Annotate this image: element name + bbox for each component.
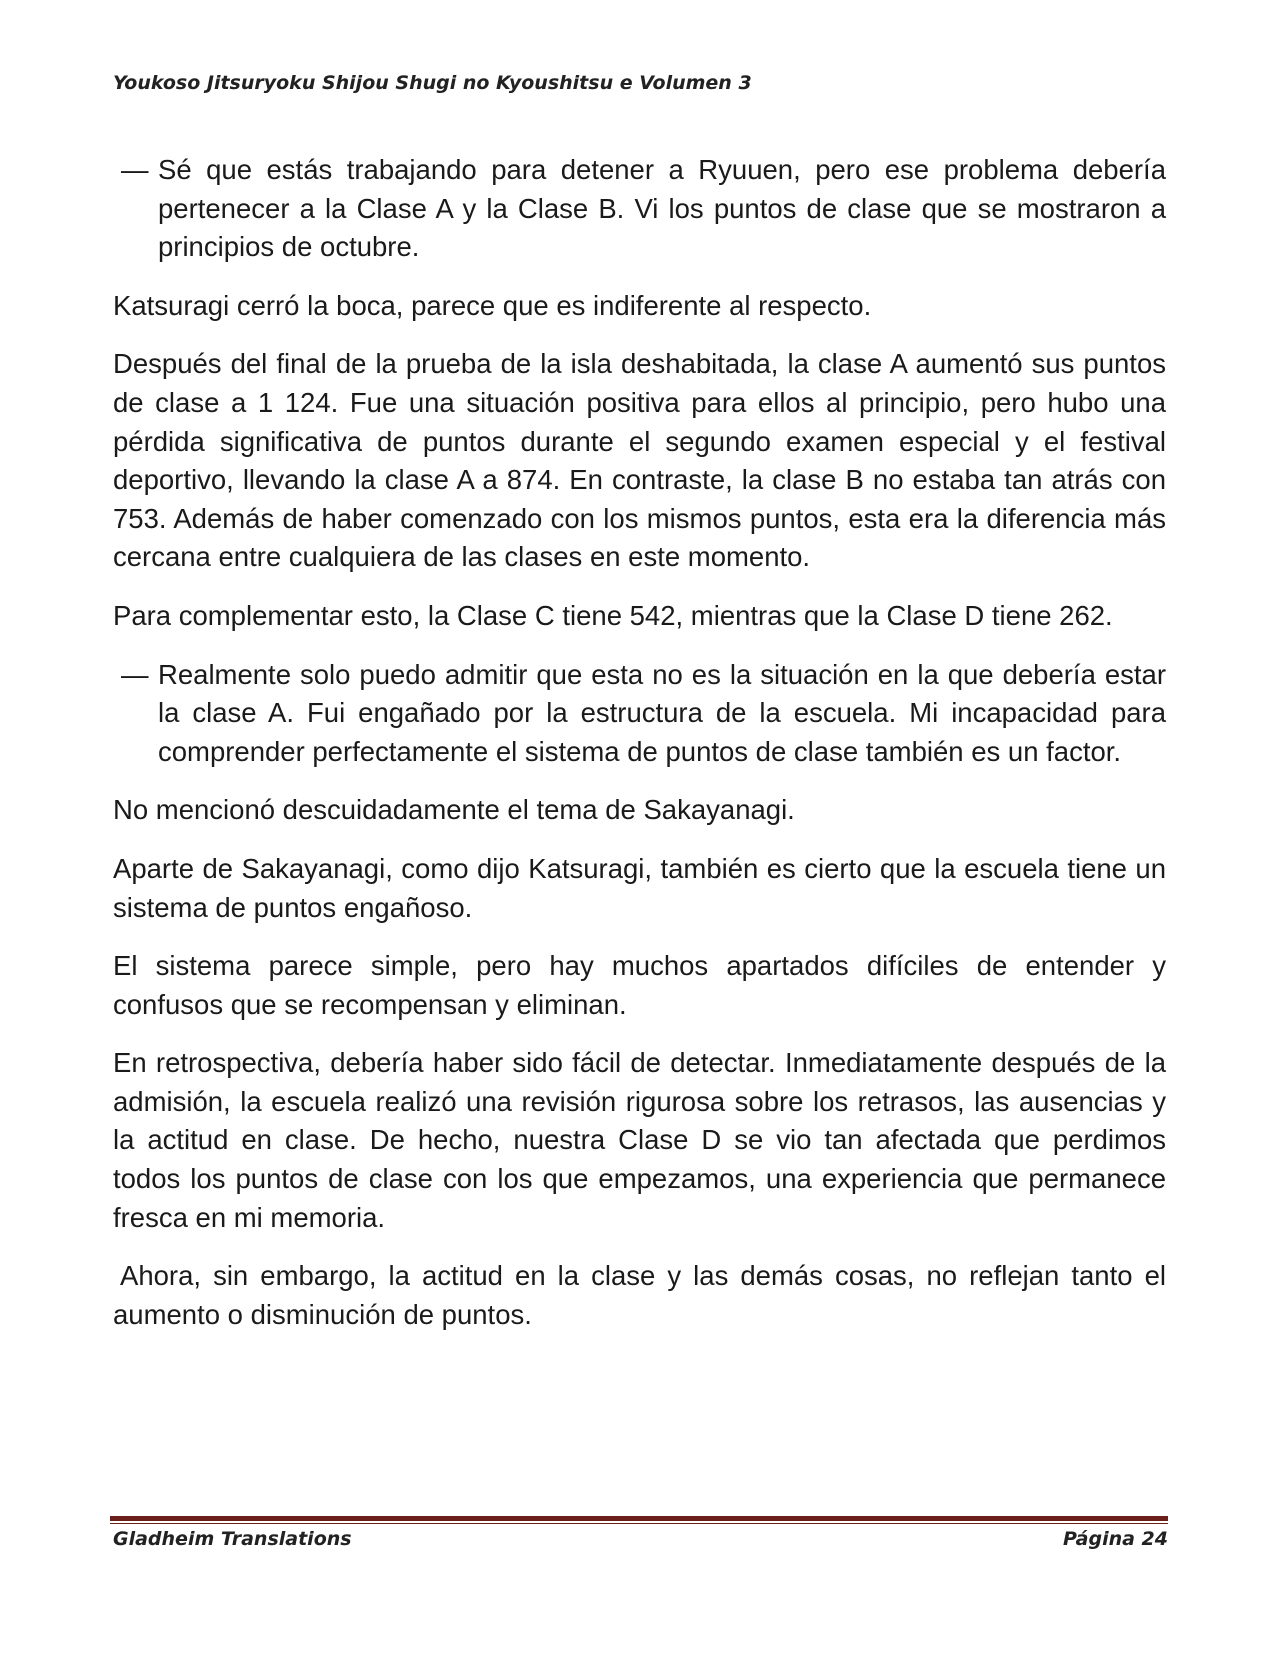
paragraph: Para complementar esto, la Clase C tiene 542, mientras que la Clase D tiene 262.	[113, 599, 1113, 631]
dialog-dash	[113, 151, 158, 267]
dialog-text: Sé que estás trabajando para detener a Ryuuen, pero ese problema debería pertenecer a la Clase A y la Clase B. Vi los puntos de clase que se mostraron a principios de octubre.	[158, 154, 1166, 263]
footer-page-number: Página 24	[1062, 1528, 1168, 1550]
paragraph: Después del final de la prueba de la isla deshabitada, la clase A aumentó sus puntos de clase a 1 124. Fue una situación positiva para ellos al principio, pero hubo una pérdida significativa de puntos durante el segundo examen especial y el festival deportivo, llevando la clase A a 874. En contraste, la clase B no estaba tan atrás con 753. Además de haber comenzado con los mismos puntos, esta era la diferencia más cercana entre cualquiera de las clases en este momento.	[113, 348, 1166, 573]
paragraph: Ahora, sin embargo, la actitud en la clase y las demás cosas, no reflejan tanto el aumento o disminución de puntos.	[113, 1260, 1166, 1330]
footer-divider-thick	[110, 1516, 1168, 1521]
paragraph: Katsuragi cerró la boca, parece que es indiferente al respecto.	[113, 289, 872, 321]
page-body	[113, 151, 1166, 1354]
footer-divider-thin	[110, 1523, 1168, 1524]
paragraph: Aparte de Sakayanagi, como dijo Katsuragi, también es cierto que la escuela tiene un sistema de puntos engañoso.	[113, 852, 1166, 923]
paragraph: No mencionó descuidadamente el tema de Sakayanagi.	[113, 794, 795, 826]
dialog-dash-glyph: —	[121, 658, 149, 690]
dialog-line	[113, 151, 1166, 267]
dialog-dash-glyph: —	[121, 154, 149, 185]
dialog-line	[113, 656, 1166, 772]
paragraph: El sistema parece simple, pero hay muchos apartados difíciles de entender y confusos que se recompensan y eliminan.	[113, 950, 1166, 1020]
dialog-text: Realmente solo puedo admitir que esta no es la situación en la que debería estar la clase A. Fui engañado por la estructura de la escuela. Mi incapacidad para comprender perfectamente el sistema de puntos de clase también es un factor.	[158, 658, 1166, 767]
paragraph: En retrospectiva, debería haber sido fácil de detectar. Inmediatamente después de la admisión, la escuela realizó una revisión rigurosa sobre los retrasos, las ausencias y la actitud en clase. De hecho, nuestra Clase D se vio tan afectada que perdimos todos los puntos de clase con los que empezamos, una experiencia que permanece fresca en mi memoria.	[113, 1047, 1166, 1233]
footer-divider	[110, 1516, 1168, 1524]
footer-publisher: Gladheim Translations	[113, 1528, 352, 1550]
dialog-dash	[113, 656, 158, 772]
running-header: Youkoso Jitsuryoku Shijou Shugi no Kyoushitsu e Volumen 3	[113, 72, 752, 94]
